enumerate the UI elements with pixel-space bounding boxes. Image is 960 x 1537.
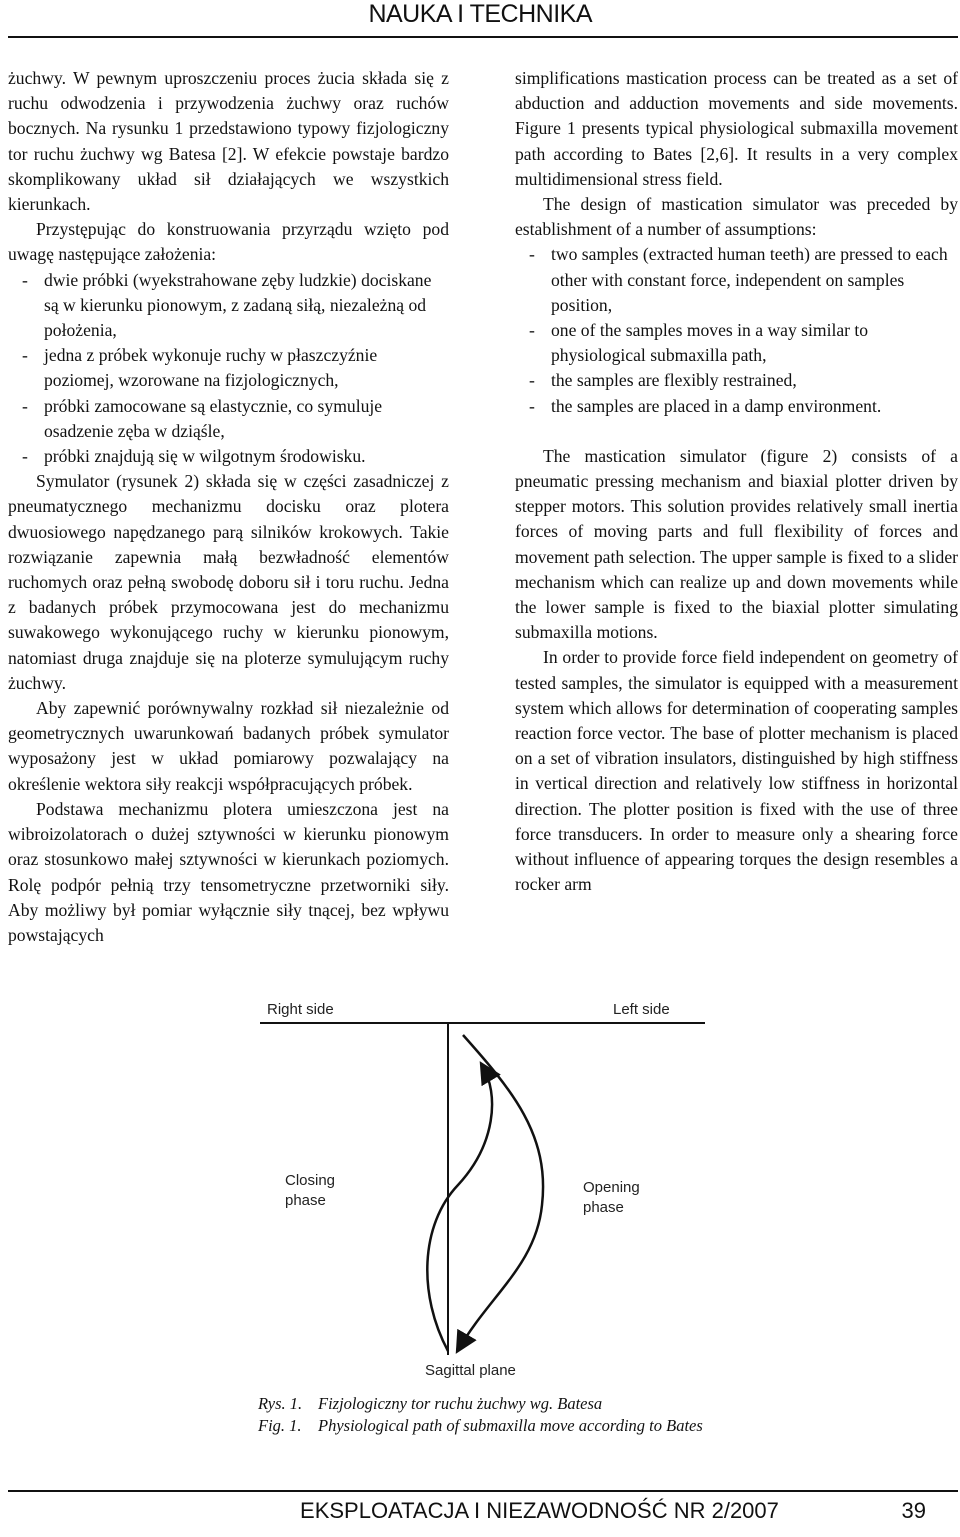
label-closing-phase: phase xyxy=(285,1192,326,1209)
figure-mandible-path xyxy=(250,995,710,1380)
caption-pl-text: Fizjologiczny tor ruchu żuchwy wg. Batesa xyxy=(318,1394,603,1413)
footer-i: I xyxy=(467,1498,487,1523)
list-item: - dwie próbki (wyekstrahowane zęby ludzkie) dociskane są w kierunku pionowym, z zadaną siłą, niezależną od położenia, xyxy=(8,268,449,344)
closing-path xyxy=(427,1065,492,1351)
paragraph: Przystępując do konstruowania przyrządu wzięto pod uwagę następujące założenia: xyxy=(8,219,449,265)
header-rule xyxy=(8,36,958,38)
opening-path xyxy=(458,1035,543,1350)
page-number: 39 xyxy=(901,1498,926,1523)
footer-e: E xyxy=(300,1498,315,1523)
caption-en-label: Fig. 1. xyxy=(258,1416,302,1435)
footer-rule xyxy=(8,1490,958,1492)
paragraph: The design of mastication simulator was preceded by establishment of a number of assumptions: xyxy=(515,194,958,240)
list-item: - the samples are placed in a damp environment. xyxy=(515,394,958,419)
label-closing: Closing xyxy=(285,1172,336,1189)
footer-nr: NR xyxy=(667,1498,712,1523)
footer-word-1: KSPLOATACJA xyxy=(314,1498,468,1523)
label-opening: Opening xyxy=(583,1179,640,1196)
journal-footer xyxy=(300,1498,779,1524)
footer-word-2: IEZAWODNOŚĆ xyxy=(502,1498,668,1523)
caption-en-text: Physiological path of submaxilla move according to Bates xyxy=(318,1416,703,1435)
paragraph: The mastication simulator (figure 2) consists of a pneumatic pressing mechanism and biaxial plotter driven by stepper motors. This solution provides relatively small inertia forces of moving parts and full flexibility of forces and movement path selection. The upper sample is fixed to a slider mechanism which can realize up and down movements while the lower sample is fixed to the biaxial plotter simulating submaxilla motions. xyxy=(515,445,958,643)
paragraph: Symulator (rysunek 2) składa się w części zasadniczej z pneumatycznego mechanizmu docisku oraz plotera dwuosiowego napędzanego parą silników krokowych. Takie rozwiązanie zapewnia małą bezwładność elementów ruchomych oraz pełną swobodę doboru sił i toru ruchu. Jedna z badanych próbek przymocowana jest do mechanizmu suwakowego wykonującego ruchy w kierunku pionowym, natomiast druga znajduje się na ploterze symulującym ruchy żuchwy. xyxy=(8,471,449,693)
caption-pl-label: Rys. 1. xyxy=(258,1394,303,1413)
paragraph: Podstawa mechanizmu plotera umieszczona jest na wibroizolatorach o dużej sztywności w kierunku pionowym oraz stosunkowo małej sztywności w kierunkach poziomych. Rolę podpór pełnią trzy tensometryczne przetworniki siły. Aby możliwy był pomiar wyłącznie siły tnącej, bez wpływu powstających xyxy=(8,798,449,945)
mandible-path-diagram xyxy=(250,995,710,1380)
footer-n: N xyxy=(486,1498,503,1523)
list-item: - jedna z próbek wykonuje ruchy w płaszczyźnie poziomej, wzorowane na fizjologicznych, xyxy=(8,343,449,393)
paragraph: żuchwy. W pewnym uproszczeniu proces żucia składa się z ruchu odwodzenia i przywodzenia żuchwy oraz ruchów bocznych. Na rysunku 1 przedstawiono typowy fizjologiczny tor ruchu żuchwy wg Batesa [2]. W efekcie powstaje bardzo skomplikowany układ sił działających we wszystkich kierunkach. xyxy=(8,68,449,215)
right-column-english xyxy=(515,66,958,898)
footer-issue: 2/2007 xyxy=(711,1498,779,1523)
label-right-side: Right side xyxy=(267,1001,334,1018)
left-column-polish xyxy=(8,66,449,948)
list-item: - the samples are flexibly restrained, xyxy=(515,368,958,393)
list-item: - two samples (extracted human teeth) are pressed to each other with constant force, independent on samples position, xyxy=(515,242,958,318)
paragraph: Aby zapewnić porównywalny rozkład sił niezależnie od geometrycznych uwarunkowań badanych próbek symulator wyposażony jest w układ pomiarowy pozwalający na określenie wektora siły reakcji współpracujących próbek. xyxy=(8,698,449,794)
label-opening-phase: phase xyxy=(583,1199,624,1216)
label-sagittal-plane: Sagittal plane xyxy=(425,1362,516,1379)
list-item: - one of the samples moves in a way similar to physiological submaxilla path, xyxy=(515,318,958,368)
list-item: - próbki znajdują się w wilgotnym środowisku. xyxy=(8,444,449,469)
label-left-side: Left side xyxy=(613,1001,670,1018)
assumptions-list-en xyxy=(515,242,958,418)
running-header: NAUKA I TECHNIKA xyxy=(368,0,592,28)
paragraph: In order to provide force field independent on geometry of tested samples, the simulator is equipped with a measurement system which allows for determination of cooperating samples reaction force vector. The base of plotter mechanism is placed on a set of vibration insulators, distinguished by high stiffness in vertical direction and relatively low stiffness in horizontal direction. The plotter position is fixed with the use of three force transducers. In order to measure only a shearing force without influence of appearing torques the design resembles a rocker arm xyxy=(515,647,958,895)
list-item: - próbki zamocowane są elastycznie, co symuluje osadzenie zęba w dziąśle, xyxy=(8,394,449,444)
figure-caption xyxy=(258,1393,708,1437)
assumptions-list-pl xyxy=(8,268,449,470)
paragraph-gap xyxy=(515,419,958,444)
paragraph: simplifications mastication process can be treated as a set of abduction and adduction movements and side movements. Figure 1 presents typical physiological submaxilla movement path according to Bates [2,6]. It results in a very complex multidimensional stress field. xyxy=(515,68,958,189)
